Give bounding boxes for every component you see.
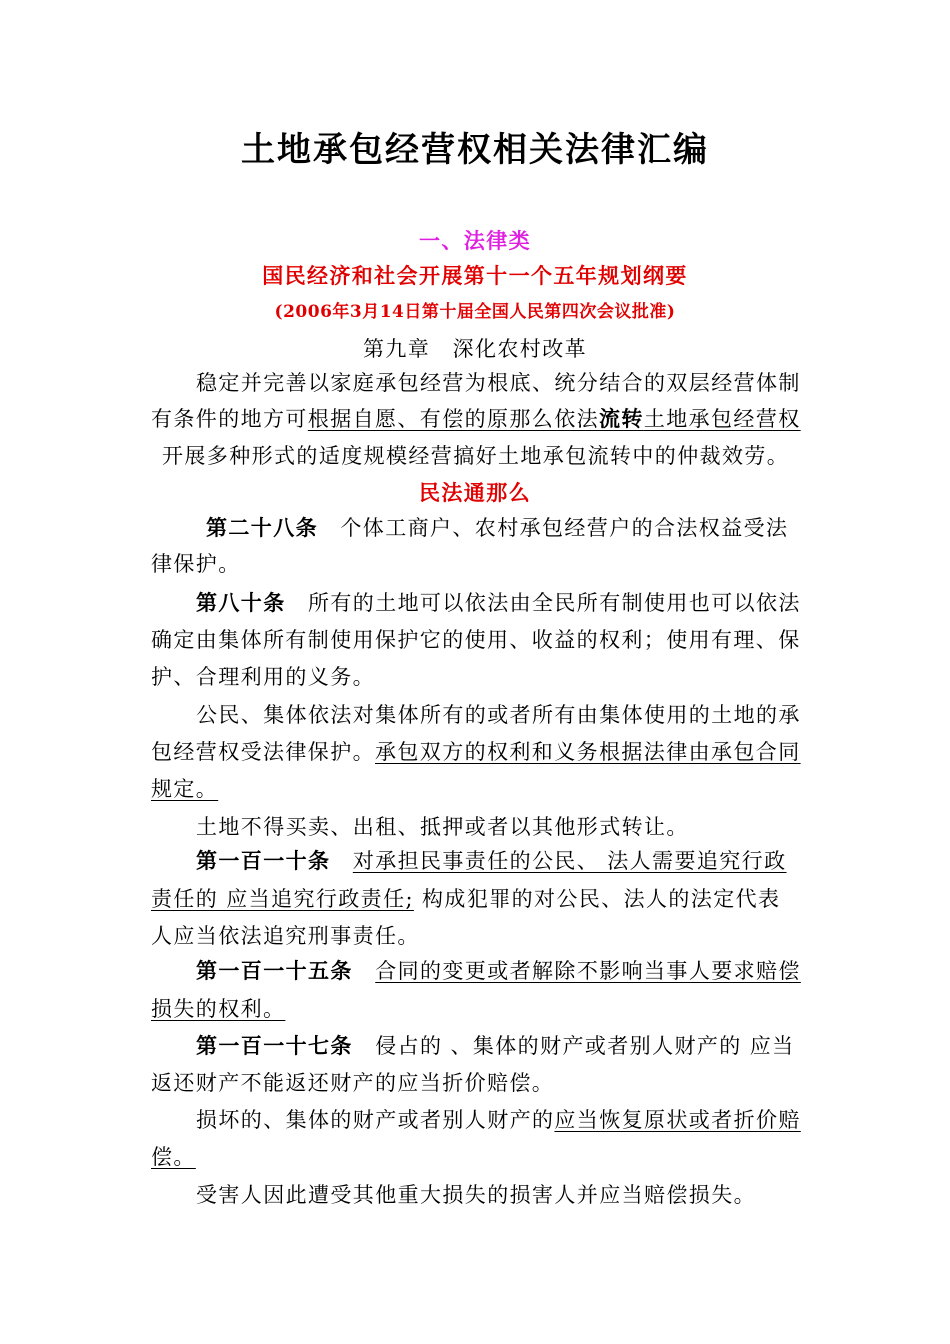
article-label: 第一百一十七条 [196,1033,353,1058]
article-label: 第八十条 [196,590,286,615]
text-run: 包经营权受法律保护。 [151,740,375,764]
paragraph-line: 人应当依法追究刑事责任。 [151,924,420,948]
article-label: 第二十八条 [206,515,318,540]
paragraph-line [196,1105,801,1135]
paragraph-line: 确定由集体所有制使用保护它的使用、收益的权利；使用有理、保 [151,628,801,652]
law-title-civil-code: 民法通那么 [419,480,531,505]
text-run: 根据自愿、有偿的原那么依法 [307,407,600,431]
text-run: 损坏的、集体的财产或者别人财产的 [196,1108,555,1132]
paragraph-line [196,846,787,876]
underlined-text: 应当恢复原状或者折价赔 [554,1108,801,1132]
paragraph-line [206,513,788,543]
underlined-text [308,407,801,431]
text-run: 土地承包经营权 [643,407,801,431]
text-run: 个体工商户、农村承包经营户的合法权益受法 [318,516,789,540]
paragraph-line: 开展多种形式的适度规模经营搞好土地承包流转中的仲裁效劳。 [162,444,790,468]
bold-text: 流转 [599,406,644,431]
underlined-text: 责任的 应当追究行政责任; [151,887,414,911]
paragraph-line [151,737,801,767]
paragraph-line [151,994,285,1024]
paragraph-line: 稳定并完善以家庭承包经营为根底、统分结合的双层经营体制 [196,371,801,395]
paragraph-line [151,884,780,914]
paragraph-line [196,1031,795,1061]
underlined-text: 对承担民事责任的公民、 法人需要追究行政 [352,849,787,873]
law-title-five-year-plan: 国民经济和社会开展第十一个五年规划纲要 [262,263,688,288]
underlined-text: 合同的变更或者解除不影响当事人要求赔偿 [375,959,801,983]
chapter-heading: 第九章 深化农村改革 [363,337,587,361]
section-heading: 一、法律类 [419,228,531,253]
paragraph-line [151,774,218,804]
article-label: 第一百一十五条 [196,958,353,983]
paragraph-line [196,588,801,618]
paragraph-line: 护、合理利用的义务。 [151,665,375,689]
article-label: 第一百一十条 [196,848,331,873]
underlined-text: 规定。 [151,777,219,801]
document-title: 土地承包经营权相关法律汇编 [241,130,709,170]
text-run: 有条件的地方可 [151,407,308,431]
underlined-text: 承包双方的权利和义务根据法律由承包合同 [375,740,801,764]
paragraph-line: 受害人因此遭受其他重大损失的损害人并应当赔偿损失。 [196,1183,756,1207]
text-run: 侵占的 、集体的财产或者别人财产的 应当 [352,1034,795,1058]
law-subtitle-date: (2006年3月14日第十届全国人民第四次会议批准) [274,302,676,322]
paragraph-line [151,1142,196,1172]
paragraph-line: 返还财产不能返还财产的应当折价赔偿。 [151,1071,555,1095]
paragraph-line [196,956,801,986]
underlined-text: 偿。 [151,1145,196,1169]
paragraph-line [151,404,801,434]
text-run: 构成犯罪的对公民、法人的法定代表 [413,887,781,911]
text-run: 所有的土地可以依法由全民所有制使用也可以依法 [285,591,801,615]
underlined-text: 损失的权利。 [151,997,286,1021]
paragraph-line: 土地不得买卖、出租、抵押或者以其他形式转让。 [196,815,689,839]
paragraph-line: 公民、集体依法对集体所有的或者所有由集体使用的土地的承 [196,703,801,727]
paragraph-line: 律保护。 [151,552,241,576]
